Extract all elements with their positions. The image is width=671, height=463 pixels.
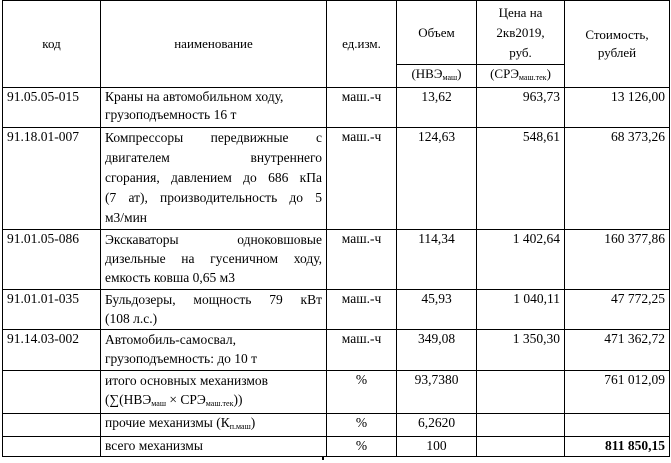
name-line: емкость ковша 0,65 м3 — [105, 270, 235, 285]
summary-row-other — [3, 414, 670, 437]
summary-row-main — [3, 371, 670, 414]
name-line: дизельные на гусеничном ходу, — [105, 251, 322, 266]
summary-total-label: всего механизмы — [101, 437, 327, 457]
other-label-close: ) — [250, 415, 256, 430]
summary-main-volume: 93,7380 — [397, 371, 477, 414]
row-cost: 47 772,25 — [565, 290, 670, 330]
name-line: (108 л.с.) — [105, 311, 158, 326]
machinery-cost-table — [2, 0, 670, 457]
formula-part: × СРЭ — [166, 392, 206, 407]
name-line: м3/мин — [105, 210, 148, 225]
name-line: Краны на автомобильном ходу, — [105, 89, 284, 104]
row-code: 91.18.01-007 — [3, 128, 101, 230]
row-unit: маш.-ч — [327, 290, 397, 330]
row-name — [101, 290, 327, 330]
summary-main-label — [101, 371, 327, 414]
row-unit: маш.-ч — [327, 230, 397, 290]
row-price: 548,61 — [477, 128, 565, 230]
summary-main-label-line1: итого основных механизмов — [105, 373, 269, 388]
row-cost: 160 377,86 — [565, 230, 670, 290]
other-label-index: п.маш — [229, 422, 251, 431]
row-unit: маш.-ч — [327, 128, 397, 230]
header-code: код — [3, 1, 101, 88]
summary-total-cost: 811 850,15 — [565, 437, 670, 457]
price-sub-close: ) — [546, 66, 551, 81]
summary-main-price-empty — [477, 371, 565, 414]
row-volume: 45,93 — [397, 290, 477, 330]
summary-other-price-empty — [477, 414, 565, 437]
header-name: наименование — [101, 1, 327, 88]
row-name — [101, 88, 327, 128]
formula-index: маш.тек — [205, 399, 234, 408]
page-mark — [322, 457, 324, 460]
row-cost: 471 362,72 — [565, 330, 670, 371]
header-unit: ед.изм. — [327, 1, 397, 88]
summary-other-cost-empty — [565, 414, 670, 437]
row-code: 91.01.01-035 — [3, 290, 101, 330]
name-line: Автомобиль-самосвал, — [105, 332, 236, 347]
row-volume: 124,63 — [397, 128, 477, 230]
summary-total-price-empty — [477, 437, 565, 457]
header-cost-line2: рублей — [597, 45, 637, 60]
row-volume: 349,08 — [397, 330, 477, 371]
header-volume: Объем — [397, 1, 477, 65]
summary-other-label — [101, 414, 327, 437]
summary-total-volume: 100 — [397, 437, 477, 457]
row-price: 963,73 — [477, 88, 565, 128]
row-code: 91.14.03-002 — [3, 330, 101, 371]
volume-sub-text: (НВЭ — [411, 66, 443, 81]
row-code: 91.01.05-086 — [3, 230, 101, 290]
table-row — [3, 290, 670, 330]
name-line: двигателем внутреннего — [105, 150, 322, 165]
summary-row-total — [3, 437, 670, 457]
summary-code-empty — [3, 371, 101, 414]
header-price-sub — [477, 65, 565, 88]
summary-other-volume: 6,2620 — [397, 414, 477, 437]
row-price: 1 040,11 — [477, 290, 565, 330]
table-row — [3, 330, 670, 371]
price-sub-index: маш.тек — [518, 73, 547, 82]
table-row — [3, 128, 670, 230]
name-line: Бульдозеры, мощность 79 кВт — [105, 292, 322, 307]
row-code: 91.05.05-015 — [3, 88, 101, 128]
header-price-line1: Цена на — [498, 5, 543, 20]
row-name — [101, 330, 327, 371]
summary-code-empty — [3, 414, 101, 437]
summary-main-cost: 761 012,09 — [565, 371, 670, 414]
name-line: (7 ат), производительность до 5 — [105, 190, 322, 205]
header-price — [477, 1, 565, 65]
header-cost-line1: Стоимость, — [585, 27, 649, 42]
table-row — [3, 230, 670, 290]
formula-part: (∑(НВЭ — [105, 392, 152, 407]
row-name — [101, 230, 327, 290]
row-unit: маш.-ч — [327, 88, 397, 128]
summary-code-empty — [3, 437, 101, 457]
name-line: грузоподъемность 16 т — [105, 107, 237, 122]
table-row — [3, 88, 670, 128]
row-unit: маш.-ч — [327, 330, 397, 371]
summary-total-unit: % — [327, 437, 397, 457]
row-volume: 13,62 — [397, 88, 477, 128]
header-cost — [565, 1, 670, 88]
formula-index: маш — [151, 399, 166, 408]
name-line: Экскаваторы одноковшовые — [105, 232, 322, 247]
row-price: 1 350,30 — [477, 330, 565, 371]
row-volume: 114,34 — [397, 230, 477, 290]
formula-part: )) — [233, 392, 243, 407]
row-cost: 68 373,26 — [565, 128, 670, 230]
header-row — [3, 1, 670, 65]
volume-sub-index: маш — [442, 73, 458, 82]
row-name — [101, 128, 327, 230]
summary-other-unit: % — [327, 414, 397, 437]
name-line: сгорания, давлением до 686 кПа — [105, 170, 322, 185]
name-line: Компрессоры передвижные с — [105, 130, 322, 145]
header-volume-sub — [397, 65, 477, 88]
other-label-text: прочие механизмы (К — [105, 415, 230, 430]
header-price-line2: 2кв2019, — [496, 25, 545, 40]
row-cost: 13 126,00 — [565, 88, 670, 128]
summary-main-formula — [105, 390, 322, 413]
header-price-line3: руб. — [509, 45, 532, 60]
volume-sub-close: ) — [457, 66, 462, 81]
summary-main-unit: % — [327, 371, 397, 414]
name-line: грузоподъемность: до 10 т — [105, 351, 258, 366]
row-price: 1 402,64 — [477, 230, 565, 290]
price-sub-text: (СРЭ — [490, 66, 519, 81]
